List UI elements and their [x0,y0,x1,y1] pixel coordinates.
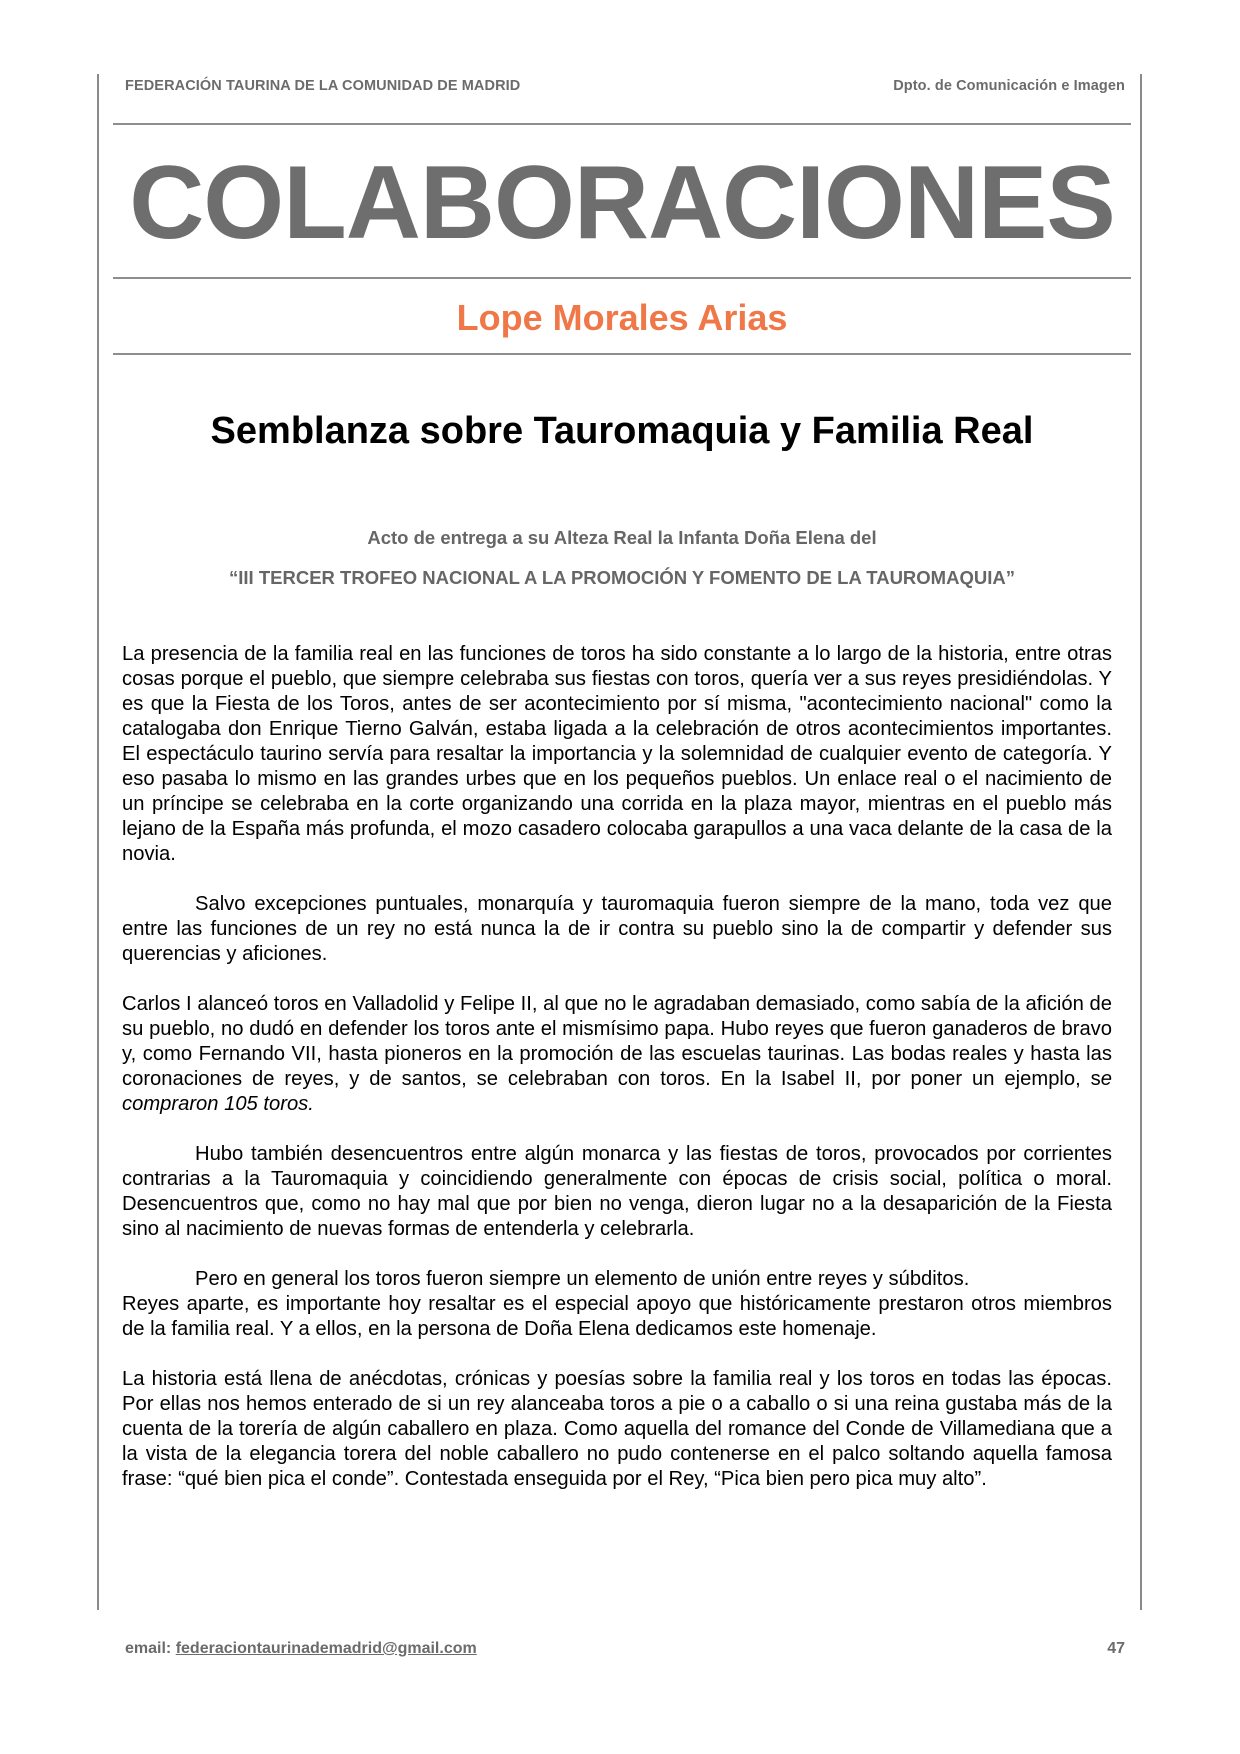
article-subtitle-line1: Acto de entrega a su Alteza Real la Infanta Doña Elena del [367,527,877,548]
paragraph: Pero en general los toros fueron siempre un elemento de unión entre reyes y súbditos. [195,1268,970,1290]
paragraph: La historia está llena de anécdotas, crónicas y poesías sobre la familia real y los toros en todas las épocas. Por ellas nos hemos enterado de si un rey alanceaba toros a pie o a caballo o si una reina gustaba más de la cuenta de la torería de algún caballero en plaza. Como aquella del romance del Conde de Villamediana que a la vista de la elegancia torera del noble caballero no pudo contenerse en el palco soltando aquella famosa frase: “qué bien pica el conde”. Contestada enseguida por el Rey, “Pica bien pero pica muy alto”. [122,1368,1112,1490]
author-divider [113,353,1131,355]
left-margin-line [97,74,99,1610]
email-label: email: [125,1640,172,1657]
article-subtitle-line2: “III TERCER TROFEO NACIONAL A LA PROMOCIÓN Y FOMENTO DE LA TAUROMAQUIA” [229,567,1015,588]
author-name: Lope Morales Arias [456,297,788,338]
right-margin-line [1140,74,1142,1610]
header-department: Dpto. de Comunicación e Imagen [893,78,1125,94]
header-divider [113,123,1131,125]
footer-email [125,1640,477,1658]
paragraph-text: Carlos I alanceó toros en Valladolid y Felipe II, al que no le agradaban demasiado, como sabía de la afición de su pueblo, no dudó en defender los toros ante el mismísimo papa. Hubo reyes que fueron ganaderos de bravo y, como Fernando VII, hasta pioneros en la promoción de las escuelas taurinas. Las bodas reales y hasta las coronaciones de reyes, y de santos, se celebraban con toros. En la Isabel II, por poner un ejemplo, s [122,993,1112,1090]
title-divider [113,277,1131,279]
paragraph: La presencia de la familia real en las funciones de toros ha sido constante a lo largo de la historia, entre otras cosas porque el pueblo, que siempre celebraba sus fiestas con toros, quería ver a sus reyes presidiéndolas. Y es que la Fiesta de los Toros, antes de ser acontecimiento por sí misma, "acontecimiento nacional" como la catalogaba don Enrique Tierno Galván, estaba ligada a la celebración de otros acontecimientos importantes. El espectáculo taurino servía para resaltar la importancia y la solemnidad de cualquier evento de categoría. Y eso pasaba lo mismo en las grandes urbes que en los pequeños pueblos. Un enlace real o el nacimiento de un príncipe se celebraba en la corte organizando una corrida en la plaza mayor, mientras en el pueblo más lejano de la España más profunda, el mozo casadero colocaba garapullos a una vaca delante de la casa de la novia. [122,643,1112,865]
article-body [122,642,1112,1517]
email-link[interactable]: federaciontaurinademadrid@gmail.com [175,1640,477,1657]
page-number: 47 [1107,1640,1125,1657]
paragraph-italic-text: e compraron 105 toros. [122,1068,1112,1115]
paragraph: Reyes aparte, es importante hoy resaltar es el especial apoyo que históricamente prestaron otros miembros de la familia real. Y a ellos, en la persona de Doña Elena dedicamos este homenaje. [122,1293,1112,1340]
article-title: Semblanza sobre Tauromaquia y Familia Real [210,410,1034,452]
paragraph [122,992,1112,1117]
paragraph: Hubo también desencuentros entre algún monarca y las fiestas de toros, provocados por corrientes contrarias a la Tauromaquia y coincidiendo generalmente con épocas de crisis social, política o moral. Desencuentros que, como no hay mal que por bien no venga, dieron lugar no a la desaparición de la Fiesta sino al nacimiento de nuevas formas de entenderla y celebrarla. [122,1143,1112,1240]
paragraph: Salvo excepciones puntuales, monarquía y tauromaquia fueron siempre de la mano, toda vez que entre las funciones de un rey no está nunca la de ir contra su pueblo sino la de compartir y defender sus querencias y aficiones. [122,893,1112,965]
section-title: COLABORACIONES [129,145,1115,261]
header-organization: FEDERACIÓN TAURINA DE LA COMUNIDAD DE MADRID [125,78,521,94]
